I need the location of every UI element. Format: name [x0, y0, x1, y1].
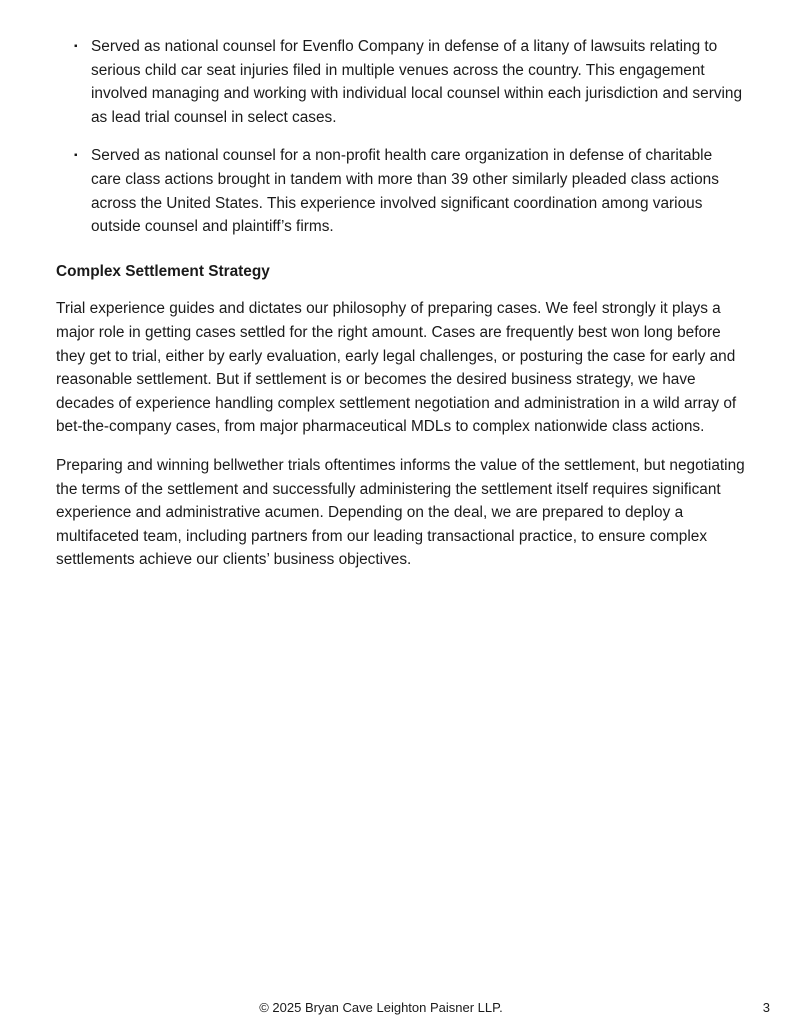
square-bullet-icon: ▪: [74, 150, 78, 162]
body-paragraph: Trial experience guides and dictates our philosophy of preparing cases. We feel strongly it plays a major role in getting cases settled for the right amount. Cases are frequently best won long before they get to trial, either by early evaluation, early legal challenges, or posturing the case for early and reasonable settlement. But if settlement is or becomes the desired business strategy, we have decades of experience handling complex settlement negotiation and administration in a wild array of bet-the-company cases, from major pharmaceutical MDLs to complex nationwide class actions.: [56, 300, 737, 436]
list-item: [56, 144, 746, 238]
bullet-text: Served as national counsel for a non-profit health care organization in defense of charitable care class actions brought in tandem with more than 39 other similarly pleaded class actions across the United States. This experience involved significant coordination among various outside counsel and plaintiff’s firms.: [91, 147, 719, 236]
body-paragraph: Preparing and winning bellwether trials oftentimes informs the value of the settlement, but negotiating the terms of the settlement and successfully administering the settlement itself requires significant experience and administrative acumen. Depending on the deal, we are prepared to deploy a multifaceted team, including partners from our leading transactional practice, to ensure complex settlements achieve our clients’ business objectives.: [56, 456, 745, 569]
bullet-text: Served as national counsel for Evenflo Company in defense of a litany of lawsuits relating to serious child car seat injuries filed in multiple venues across the country. This engagement involved managing and working with individual local counsel within each jurisdiction and serving as lead trial counsel in select cases.: [91, 38, 743, 126]
experience-bullet-list: [56, 35, 746, 239]
square-bullet-icon: ▪: [74, 41, 78, 52]
list-item: [56, 35, 746, 129]
section-heading: Complex Settlement Strategy: [56, 262, 270, 280]
page-content: [56, 35, 746, 587]
footer-copyright: © 2025 Bryan Cave Leighton Paisner LLP.: [259, 1000, 503, 1015]
page-number: 3: [762, 1000, 770, 1015]
